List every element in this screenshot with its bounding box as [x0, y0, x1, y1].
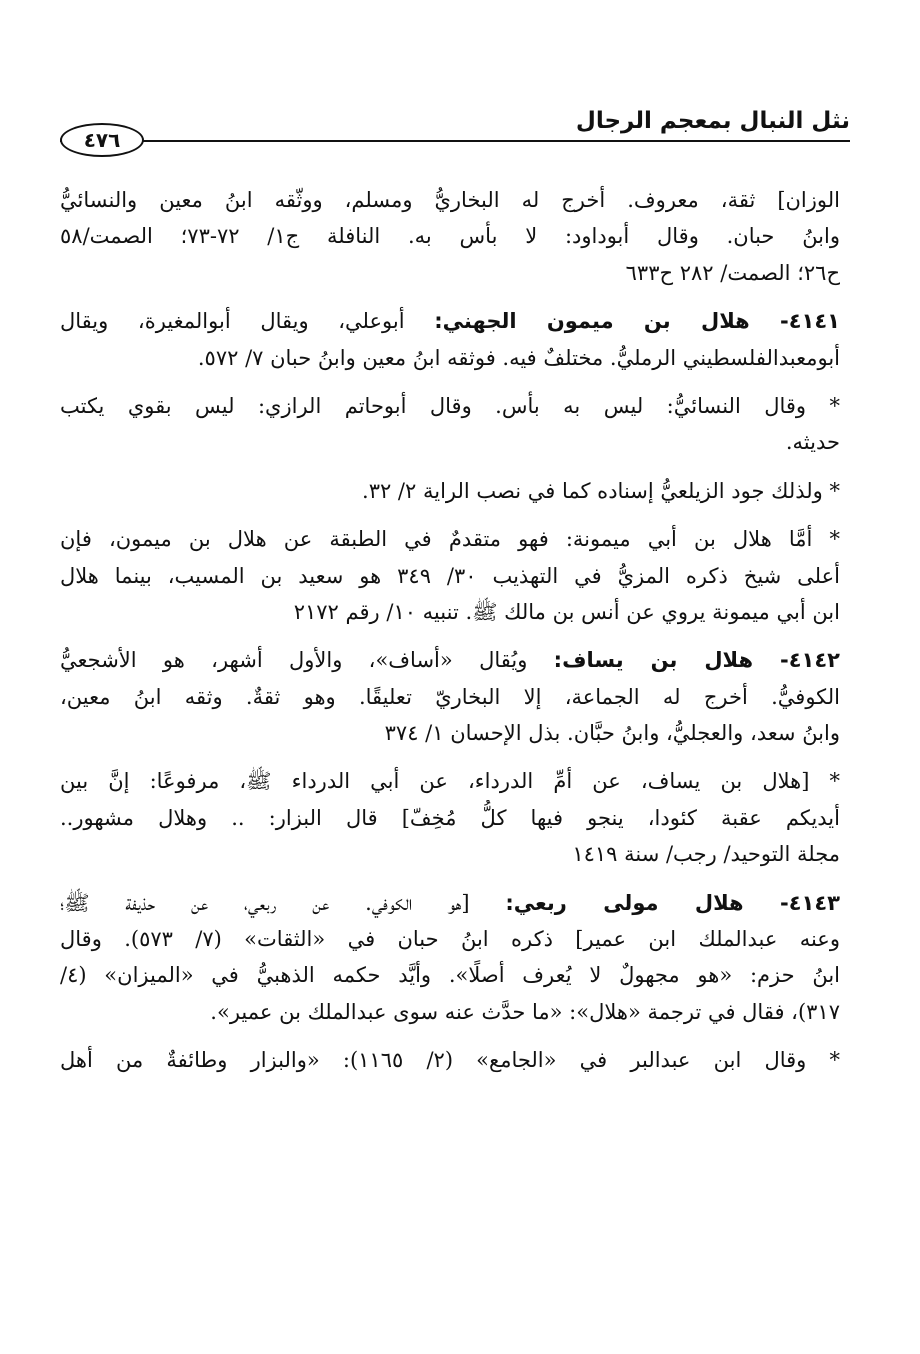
text-line: ٣١٧)، فقال في ترجمة «هلال»: «ما حدَّث عنه سوى عبدالملك بن عمير».: [210, 999, 840, 1024]
entry-4143: [60, 885, 840, 1031]
note-paragraph: [60, 521, 840, 630]
text-line: وابنُ حبان. وقال أبوداود: لا بأس به. النافلة ج١/ ٧٢-٧٣؛ الصمت/٥٨: [60, 224, 840, 249]
entry-text: ويُقال «أساف»، والأول أشهر، هو الأشجعيُّ: [60, 648, 554, 673]
text-line: [60, 303, 840, 339]
text-line: حديثه.: [785, 430, 840, 455]
entry-4141: [60, 303, 840, 376]
header-rule: [60, 140, 850, 142]
text-line: * وقال ابن عبدالبر في «الجامع» (٢/ ١١٦٥): «والبزار وطائفةٌ من أهل: [60, 1048, 840, 1073]
text-line: [60, 642, 840, 678]
text-line: * ولذلك جود الزيلعيُّ إسناده كما في نصب الراية ٢/ ٣٢.: [362, 478, 840, 503]
text-line: مجلة التوحيد/ رجب/ سنة ١٤١٩: [572, 842, 840, 867]
entry-heading: ٤١٤١- هلال بن ميمون الجهني:: [434, 309, 840, 334]
entry-4142: [60, 642, 840, 751]
text-line: وعنه عبدالملك ابن عمير] ذكره ابنُ حبان في «الثقات» (٧/ ٥٧٣). وقال: [60, 927, 840, 952]
entry-text: أبوعلي، ويقال أبوالمغيرة، ويقال: [60, 309, 435, 334]
text-line: ابنُ حزم: «هو مجهولٌ لا يُعرف أصلًا». وأيَّد حكمه الذهبيُّ في «الميزان» (٤/: [60, 963, 840, 988]
text-line: ح٢٦؛ الصمت/ ٢٨٢ ح٦٣٣: [625, 260, 840, 285]
text-line: وابنُ سعد، والعجليُّ، وابنُ حبَّان. بذل الإحسان ١/ ٣٧٤: [384, 721, 840, 746]
entry-text: [هو الكوفي. عن ربعي، عن حذيفة ﷺ؛: [60, 890, 506, 915]
text-line: الوزان] ثقة، معروف. أخرج له البخاريُّ ومسلم، ووثّقه ابنُ معين والنسائيُّ: [60, 188, 840, 212]
text-line: ابن أبي ميمونة يروي عن أنس بن مالك ﷺ. تنبيه ١٠/ رقم ٢١٧٢: [293, 599, 840, 624]
running-title: نثل النبال بمعجم الرجال: [575, 108, 850, 134]
note-paragraph: [60, 763, 840, 872]
note-paragraph: [60, 388, 840, 461]
body-text: [60, 182, 840, 1079]
text-line: * وقال النسائيُّ: ليس به بأس. وقال أبوحاتم الرازي: ليس بقوي يكتب: [60, 393, 840, 418]
text-line: الكوفيُّ. أخرج له الجماعة، إلا البخاريّ تعليقًا. وهو ثقةٌ. وثقه ابنُ معين،: [60, 684, 840, 709]
note-paragraph: [60, 473, 840, 509]
note-paragraph: [60, 1042, 840, 1078]
entry-heading: ٤١٤٣- هلال مولى ربعي:: [505, 890, 840, 915]
entry-heading: ٤١٤٢- هلال بن يساف:: [553, 648, 840, 673]
text-line: أبومعبدالفلسطيني الرمليُّ. مختلفٌ فيه. فوثقه ابنُ معين وابنُ حبان ٧/ ٥٧٢.: [197, 345, 840, 370]
page-number: ٤٧٦: [60, 123, 144, 157]
text-line: أيديكم عقبة كئودا، ينجو فيها كلُّ مُخِفّ] قال البزار: .. وهلال مشهور..: [60, 805, 840, 830]
text-line: * [هلال بن يساف، عن أمِّ الدرداء، عن أبي الدرداء ﷺ، مرفوعًا: إنَّ بين: [60, 769, 840, 794]
text-line: أعلى شيخ ذكره المزيُّ في التهذيب ٣٠/ ٣٤٩ هو سعيد بن المسيب، بينما هلال: [60, 563, 840, 588]
text-line: [60, 885, 840, 921]
paragraph-continuation: [60, 182, 840, 291]
page-header: [60, 100, 850, 160]
text-line: * أمَّا هلال بن أبي ميمونة: فهو متقدمٌ في الطبقة عن هلال بن ميمون، فإن: [60, 527, 840, 552]
